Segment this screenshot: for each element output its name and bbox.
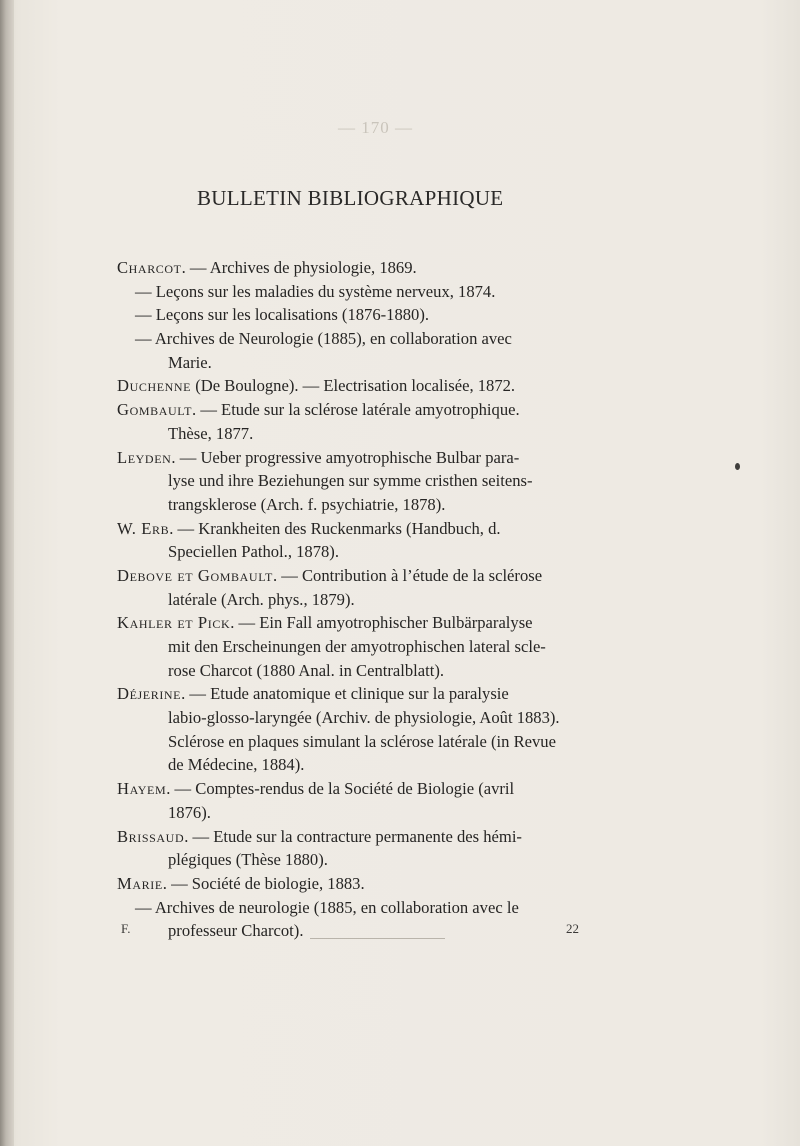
entry-text: . — Etude sur la contracture permanente des hémi- [184,826,522,846]
entry-author: Marie [117,873,163,893]
bibliography-entry [117,611,647,635]
entry-text: plégiques (Thèse 1880). [168,850,328,870]
bibliography-entry [117,280,647,304]
entry-text: trangsklerose (Arch. f. psychiatrie, 1878). [168,494,446,514]
entry-text: Marie. [168,352,212,372]
entry-author: Leyden [117,447,172,467]
ink-spot [735,463,740,470]
bibliography-entry [117,825,647,849]
bibliography-entry-continuation [117,635,647,659]
entry-text: (De Boulogne). — Electrisation localisée, 1872. [191,376,516,396]
entry-author: Brissaud [117,826,185,846]
entry-text: . — Archives de physiologie, 1869. [181,258,417,277]
bibliography-entry [117,896,647,920]
bibliography-entry-continuation [117,493,647,517]
bibliography-entry [117,398,647,422]
bibliography-entry [117,517,647,541]
entry-text: lyse und ihre Beziehungen sur symme cristhen seitens- [168,471,533,491]
bibliography-entry [117,327,647,351]
bibliography-entry-continuation [117,753,647,777]
signature-mark: F. [121,921,131,936]
bibliography-entry [117,374,647,398]
bibliography-entry-continuation [117,706,647,730]
entry-text: mit den Erscheinungen der amyotrophischen lateral scle- [168,637,546,656]
entry-text: — Archives de Neurologie (1885), en collaboration avec [135,329,512,349]
bibliography-entry-continuation [117,351,647,375]
bibliography-entry [117,564,647,588]
entry-text: latérale (Arch. phys., 1879). [168,589,355,609]
entry-text: . — Ueber progressive amyotrophische Bulbar para- [171,447,520,467]
bibliography-entry-continuation [117,469,647,493]
footer-rule [310,938,445,939]
signature-number: 22 [566,921,579,936]
section-heading: BULLETIN BIBLIOGRAPHIQUE [197,186,504,210]
entry-text: Thèse, 1877. [168,423,254,443]
entry-author: Debove et Gombault [117,565,273,585]
entry-text: — Archives de neurologie (1885, en collaboration avec le [135,897,519,917]
entry-text: de Médecine, 1884). [168,755,305,775]
entry-text: Sclérose en plaques simulant la sclérose latérale (in Revue [168,731,556,751]
bibliography-entry [117,446,647,470]
entry-text: 1876). [168,802,211,822]
entry-text: . — Société de biologie, 1883. [162,873,365,893]
bibliography-entry-continuation [117,848,647,872]
bibliography-entry-continuation [117,588,647,612]
bibliography-entry [117,303,647,327]
entry-text: rose Charcot (1880 Anal. in Centralblatt). [168,660,445,680]
entry-author: Kahler et Pick [117,613,231,633]
entry-author: Duchenne [117,376,192,396]
entry-text: — Leçons sur les maladies du système nerveux, 1874. [135,281,496,301]
entry-text: . — Etude sur la sclérose latérale amyotrophique. [192,400,520,420]
bibliography-entry [117,256,647,280]
bibliography-entry-continuation [117,422,647,446]
entry-author: Gombault [117,400,193,420]
book-binding-edge [0,0,14,1146]
entry-author: W. Erb [117,518,170,538]
entry-text: professeur Charcot). [168,921,304,941]
entry-text: . — Ein Fall amyotrophischer Bulbärparalyse [230,613,533,633]
entry-text: . — Etude anatomique et clinique sur la paralysie [181,684,509,704]
entry-author: Charcot [117,258,182,277]
bibliography-list [117,256,647,943]
bibliography-entry-continuation [117,801,647,825]
entry-text: . — Comptes-rendus de la Société de Biologie (avril [166,779,515,799]
entry-text: labio-glosso-laryngée (Archiv. de physiologie, Août 1883). [168,708,560,728]
entry-author: Hayem [117,779,167,799]
page-number-faint: — 170 — [338,118,413,137]
entry-text: Speciellen Pathol., 1878). [168,542,339,562]
bibliography-entry-continuation [117,730,647,754]
bibliography-entry [117,872,647,896]
bibliography-entry-continuation [117,540,647,564]
bibliography-entry [117,682,647,706]
entry-text: — Leçons sur les localisations (1876-1880). [135,305,430,325]
entry-author: Déjerine [117,684,182,704]
entry-text: . — Krankheiten des Ruckenmarks (Handbuch, d. [169,518,501,538]
bibliography-entry-continuation [117,659,647,683]
entry-text: . — Contribution à l’étude de la sclérose [272,565,543,585]
bibliography-entry [117,777,647,801]
